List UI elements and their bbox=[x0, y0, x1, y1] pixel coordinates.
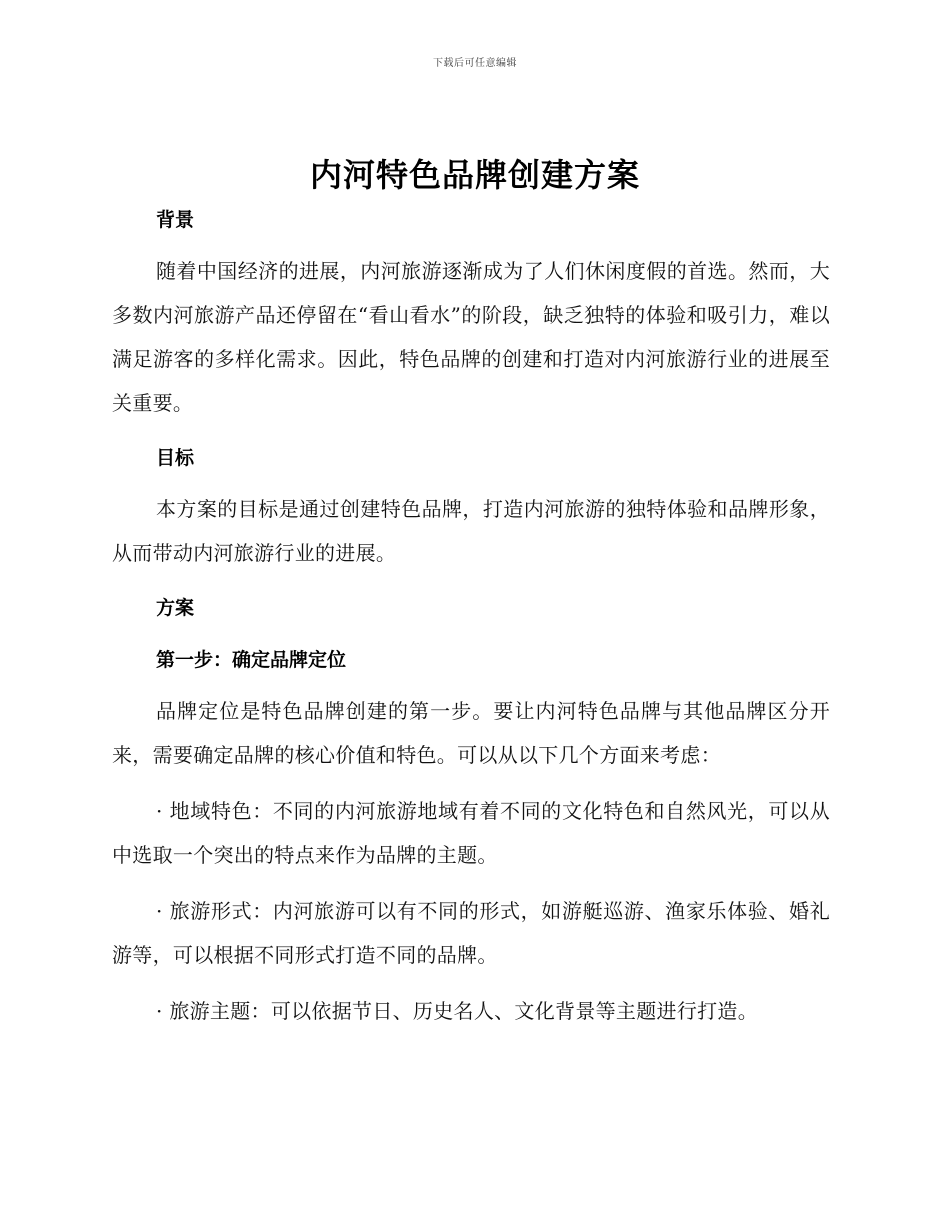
background-paragraph: 随着中国经济的进展，内河旅游逐渐成为了人们休闲度假的首选。然而，大多数内河旅游产品还停留在“看山看水”的阶段，缺乏独特的体验和吸引力，难以满足游客的多样化需求。因此，特色品牌的创建和打造对内河旅游行业的进展至关重要。 bbox=[112, 259, 830, 415]
section-heading-plan: 方案 bbox=[156, 597, 195, 619]
document-body bbox=[112, 203, 830, 1033]
spacer bbox=[112, 677, 830, 689]
spacer bbox=[112, 777, 830, 789]
step1-heading: 第一步：确定品牌定位 bbox=[156, 649, 347, 671]
section-heading-background: 背景 bbox=[156, 209, 195, 231]
spacer bbox=[112, 575, 830, 591]
section-heading-goal: 目标 bbox=[156, 447, 195, 469]
spacer bbox=[112, 877, 830, 889]
spacer bbox=[112, 977, 830, 989]
document-title: 内河特色品牌创建方案 bbox=[309, 156, 640, 194]
step1-paragraph: 品牌定位是特色品牌创建的第一步。要让内河特色品牌与其他品牌区分开来，需要确定品牌的核心价值和特色。可以从以下几个方面来考虑： bbox=[112, 699, 830, 767]
page-header-note: 下载后可任意编辑 bbox=[433, 58, 517, 69]
bullet-item-theme: · 旅游主题：可以依据节日、历史名人、文化背景等主题进行打造。 bbox=[156, 999, 759, 1023]
spacer bbox=[112, 237, 830, 249]
bullet-item-region: · 地域特色：不同的内河旅游地域有着不同的文化特色和自然风光，可以从中选取一个突出的特点来作为品牌的主题。 bbox=[112, 799, 830, 867]
bullet-item-form: · 旅游形式：内河旅游可以有不同的形式，如游艇巡游、渔家乐体验、婚礼游等，可以根据不同形式打造不同的品牌。 bbox=[112, 899, 830, 967]
spacer bbox=[112, 625, 830, 643]
spacer bbox=[112, 475, 830, 487]
goal-paragraph: 本方案的目标是通过创建特色品牌，打造内河旅游的独特体验和品牌形象，从而带动内河旅游行业的进展。 bbox=[112, 497, 830, 565]
spacer bbox=[112, 425, 830, 441]
